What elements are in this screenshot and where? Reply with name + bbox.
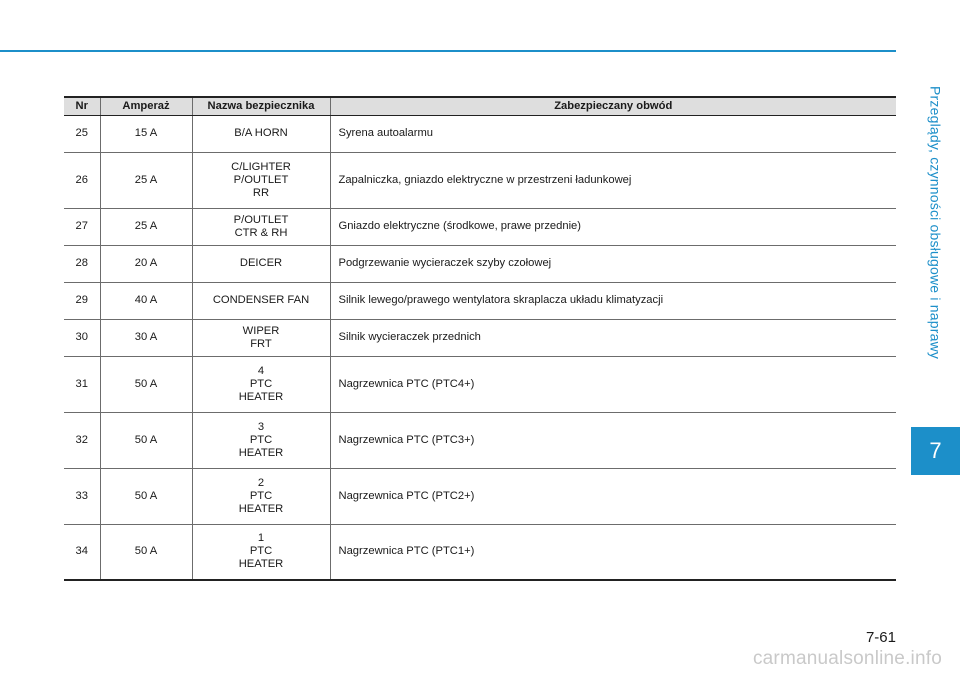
fuse-circuit: Nagrzewnica PTC (PTC4+) <box>330 356 896 412</box>
fuse-name: 2 PTC HEATER <box>192 468 330 524</box>
fuse-amperage: 50 A <box>100 356 192 412</box>
table-row <box>64 152 896 208</box>
table-row <box>64 319 896 356</box>
table-row <box>64 412 896 468</box>
page-number: 7-61 <box>865 629 896 646</box>
fuse-name: CONDENSER FAN <box>192 282 330 319</box>
chapter-side-title-text: Przeglądy, czynności obsługowe i naprawy <box>927 86 944 360</box>
fuse-circuit: Silnik lewego/prawego wentylatora skraplacza układu klimatyzacji <box>330 282 896 319</box>
chapter-number-tab[interactable]: 7 <box>911 427 960 475</box>
table-row <box>64 356 896 412</box>
fuse-name: DEICER <box>192 245 330 282</box>
table-row <box>64 524 896 580</box>
fuse-table <box>64 96 896 581</box>
fuse-amperage: 50 A <box>100 412 192 468</box>
fuse-amperage: 15 A <box>100 115 192 152</box>
fuse-circuit: Silnik wycieraczek przednich <box>330 319 896 356</box>
fuse-circuit: Zapalniczka, gniazdo elektryczne w przestrzeni ładunkowej <box>330 152 896 208</box>
fuse-amperage: 25 A <box>100 152 192 208</box>
header-nr: Nr <box>64 97 100 115</box>
table-row <box>64 282 896 319</box>
fuse-name: P/OUTLET CTR & RH <box>192 208 330 245</box>
fuse-circuit: Syrena autoalarmu <box>330 115 896 152</box>
watermark: carmanualsonline.info <box>752 648 942 669</box>
table-row <box>64 468 896 524</box>
fuse-circuit: Nagrzewnica PTC (PTC3+) <box>330 412 896 468</box>
fuse-number: 29 <box>64 282 100 319</box>
top-divider <box>0 50 896 52</box>
fuse-circuit: Nagrzewnica PTC (PTC2+) <box>330 468 896 524</box>
table-row <box>64 245 896 282</box>
fuse-number: 33 <box>64 468 100 524</box>
fuse-amperage: 50 A <box>100 468 192 524</box>
fuse-name: 4 PTC HEATER <box>192 356 330 412</box>
header-fuse-name: Nazwa bezpiecznika <box>192 97 330 115</box>
fuse-circuit: Podgrzewanie wycieraczek szyby czołowej <box>330 245 896 282</box>
fuse-name: 3 PTC HEATER <box>192 412 330 468</box>
header-amperage: Amperaż <box>100 97 192 115</box>
fuse-name: C/LIGHTER P/OUTLET RR <box>192 152 330 208</box>
fuse-amperage: 20 A <box>100 245 192 282</box>
fuse-number: 32 <box>64 412 100 468</box>
fuse-number: 34 <box>64 524 100 580</box>
fuse-table-header <box>64 97 896 115</box>
fuse-number: 25 <box>64 115 100 152</box>
fuse-amperage: 30 A <box>100 319 192 356</box>
table-row <box>64 208 896 245</box>
fuse-name: B/A HORN <box>192 115 330 152</box>
fuse-amperage: 50 A <box>100 524 192 580</box>
fuse-circuit: Gniazdo elektryczne (środkowe, prawe przednie) <box>330 208 896 245</box>
fuse-name: WIPER FRT <box>192 319 330 356</box>
fuse-number: 26 <box>64 152 100 208</box>
header-protected-circuit: Zabezpieczany obwód <box>330 97 896 115</box>
fuse-number: 27 <box>64 208 100 245</box>
fuse-circuit: Nagrzewnica PTC (PTC1+) <box>330 524 896 580</box>
fuse-name: 1 PTC HEATER <box>192 524 330 580</box>
fuse-number: 30 <box>64 319 100 356</box>
fuse-number: 28 <box>64 245 100 282</box>
chapter-side-title <box>911 28 960 418</box>
fuse-amperage: 25 A <box>100 208 192 245</box>
table-row <box>64 115 896 152</box>
fuse-amperage: 40 A <box>100 282 192 319</box>
fuse-number: 31 <box>64 356 100 412</box>
